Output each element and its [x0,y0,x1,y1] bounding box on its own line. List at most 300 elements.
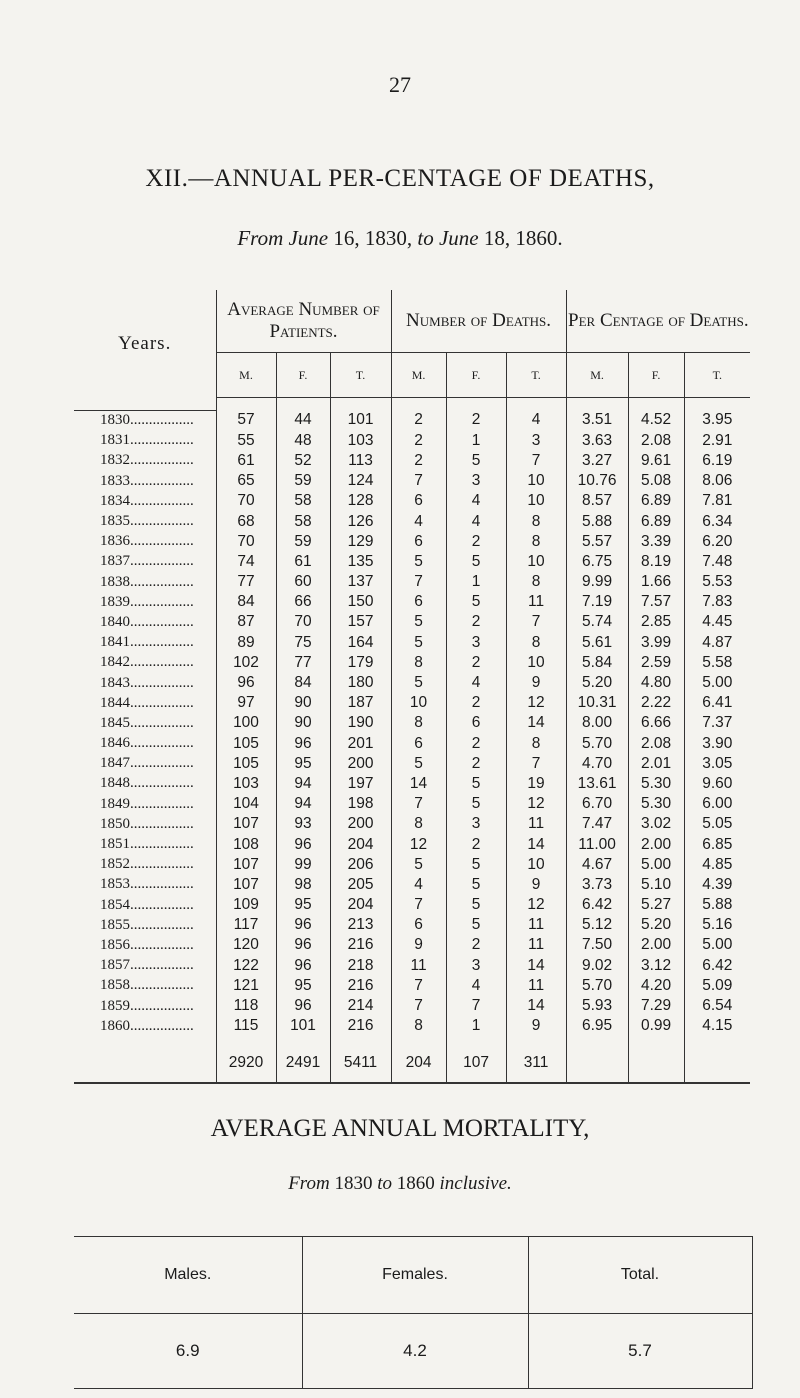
table-cell: 7 [391,471,446,491]
year-cell [74,774,216,794]
table-cell: 164 [330,633,391,653]
column-header: F. [628,353,684,398]
empty-cell [566,1044,628,1083]
year-label: 1835 [100,513,130,530]
year-cell [74,895,216,915]
table-cell: 61 [276,552,330,572]
males-header: Males. [74,1237,302,1314]
table-cell: 107 [216,814,276,834]
leader-dots: ................. [130,957,194,974]
table-cell: 11 [506,935,566,955]
table-cell: 124 [330,471,391,491]
table-cell: 84 [216,592,276,612]
table-cell: 2 [446,532,506,552]
table-cell: 3.12 [628,956,684,976]
column-header: M. [216,353,276,398]
table-cell: 5.30 [628,774,684,794]
table-cell: 10 [391,693,446,713]
leader-dots: ................. [130,997,194,1014]
table-cell: 8 [391,814,446,834]
mortality-start-year: 1830 [329,1173,378,1194]
deaths-table [74,290,750,1084]
table-cell: 5.27 [628,895,684,915]
subtitle-start-rest: 16, 1830, [328,226,418,250]
table-cell: 7 [391,976,446,996]
table-cell: 5.58 [684,653,750,673]
year-label: 1858 [100,977,130,994]
table-cell: 10 [506,552,566,572]
year-cell [74,814,216,834]
table-cell: 4 [446,673,506,693]
table-cell: 201 [330,734,391,754]
table-cell: 12 [506,895,566,915]
table-cell: 6.95 [566,1016,628,1036]
table-cell: 8 [506,633,566,653]
year-cell [74,834,216,854]
table-cell: 1 [446,1016,506,1036]
year-label: 1832 [100,452,130,469]
year-label: 1842 [100,654,130,671]
table-cell: 180 [330,673,391,693]
table-cell: 179 [330,653,391,673]
leader-dots: ................. [130,916,194,933]
total-cell: 107 [446,1044,506,1083]
year-cell [74,612,216,632]
leader-dots: ................. [130,472,194,489]
year-label: 1849 [100,795,130,812]
table-cell: 2 [391,451,446,471]
year-cell [74,410,216,431]
table-cell: 99 [276,855,330,875]
year-label: 1860 [100,1017,130,1034]
table-cell: 3.63 [566,431,628,451]
mortality-from: From [288,1173,330,1194]
table-cell: 6.19 [684,451,750,471]
year-cell [74,734,216,754]
table-cell: 10.31 [566,693,628,713]
table-cell: 87 [216,612,276,632]
table-cell: 10 [506,855,566,875]
table-cell: 5.61 [566,633,628,653]
table-cell: 4.87 [684,633,750,653]
table-cell: 7.19 [566,592,628,612]
table-cell: 10 [506,471,566,491]
table-cell: 96 [276,956,330,976]
table-cell: 3.99 [628,633,684,653]
column-header: T. [506,353,566,398]
year-label: 1855 [100,916,130,933]
table-cell: 216 [330,976,391,996]
leader-dots: ................. [130,936,194,953]
table-cell: 102 [216,653,276,673]
table-cell: 5 [446,895,506,915]
year-cell [74,653,216,673]
table-row [74,976,750,996]
table-cell: 55 [216,431,276,451]
leader-dots: ................. [130,412,194,429]
table-cell: 2.00 [628,935,684,955]
table-cell: 7 [391,996,446,1016]
year-label: 1839 [100,593,130,610]
year-label: 1847 [100,755,130,772]
table-cell: 11 [506,814,566,834]
table-cell: 7.83 [684,592,750,612]
table-cell: 9 [506,1016,566,1036]
table-cell: 8.19 [628,552,684,572]
table-cell: 5 [391,754,446,774]
year-cell [74,451,216,471]
table-row [74,491,750,511]
year-cell [74,956,216,976]
leader-dots: ................. [130,694,194,711]
table-cell: 6 [391,592,446,612]
table-row [74,814,750,834]
mortality-inclusive: inclusive. [439,1173,512,1194]
table-cell: 11 [506,976,566,996]
table-cell: 19 [506,774,566,794]
leader-dots: ................. [130,634,194,651]
table-cell: 11 [506,592,566,612]
table-cell: 94 [276,774,330,794]
year-cell [74,976,216,996]
column-header: M. [566,353,628,398]
table-row [74,612,750,632]
patients-group-header: Average Number of Patients. [216,290,391,353]
table-cell: 7 [506,451,566,471]
table-cell: 7.29 [628,996,684,1016]
table-cell: 1 [446,572,506,592]
leader-dots: ................. [130,674,194,691]
table-cell: 12 [506,693,566,713]
table-cell: 96 [216,673,276,693]
table-cell: 7.50 [566,935,628,955]
table-cell: 6.42 [566,895,628,915]
table-cell: 89 [216,633,276,653]
year-label: 1836 [100,533,130,550]
table-cell: 3.39 [628,532,684,552]
table-cell: 6.75 [566,552,628,572]
table-cell: 13.61 [566,774,628,794]
total-value: 5.7 [528,1314,752,1389]
table-cell: 2.08 [628,734,684,754]
table-cell: 98 [276,875,330,895]
leader-dots: ................. [130,654,194,671]
table-cell: 3.27 [566,451,628,471]
table-cell: 8 [506,734,566,754]
table-row [74,855,750,875]
table-cell: 107 [216,855,276,875]
table-cell: 3.90 [684,734,750,754]
year-label: 1851 [100,836,130,853]
table-cell: 200 [330,754,391,774]
leader-dots: ................. [130,714,194,731]
leader-dots: ................. [130,735,194,752]
table-cell: 5.70 [566,734,628,754]
table-cell: 117 [216,915,276,935]
table-cell: 5.08 [628,471,684,491]
table-cell: 2.59 [628,653,684,673]
table-cell: 6.20 [684,532,750,552]
table-cell: 95 [276,976,330,996]
table-cell: 9.99 [566,572,628,592]
table-cell: 115 [216,1016,276,1036]
table-cell: 2.01 [628,754,684,774]
table-cell: 7.47 [566,814,628,834]
table-cell: 5.57 [566,532,628,552]
table-cell: 96 [276,834,330,854]
table-cell: 8 [391,713,446,733]
table-cell: 4.15 [684,1016,750,1036]
table-cell: 118 [216,996,276,1016]
table-cell: 94 [276,794,330,814]
table-cell: 7 [446,996,506,1016]
table-cell: 5.53 [684,572,750,592]
table-cell: 9.61 [628,451,684,471]
table-cell: 10 [506,653,566,673]
table-row [74,673,750,693]
year-label: 1848 [100,775,130,792]
table-cell: 6.70 [566,794,628,814]
table-cell: 77 [216,572,276,592]
table-cell: 11.00 [566,834,628,854]
table-cell: 77 [276,653,330,673]
table-cell: 90 [276,693,330,713]
year-cell [74,572,216,592]
table-cell: 137 [330,572,391,592]
table-cell: 216 [330,935,391,955]
table-cell: 4 [506,410,566,431]
leader-dots: ................. [130,876,194,893]
table-cell: 14 [506,834,566,854]
table-cell: 4.39 [684,875,750,895]
table-cell: 5.84 [566,653,628,673]
table-cell: 6.42 [684,956,750,976]
table-cell: 2.00 [628,834,684,854]
table-cell: 70 [216,532,276,552]
table-cell: 190 [330,713,391,733]
table-cell: 1.66 [628,572,684,592]
empty-cell [628,1044,684,1083]
totals-row [74,1044,750,1083]
year-cell [74,794,216,814]
year-cell [74,754,216,774]
page-number: 27 [389,72,411,97]
table-subtitle [0,226,800,251]
year-cell [74,713,216,733]
table-cell: 5.88 [566,511,628,531]
table-cell: 12 [391,834,446,854]
table-cell: 101 [276,1016,330,1036]
table-cell: 5.20 [628,915,684,935]
table-cell: 44 [276,410,330,431]
column-header: T. [684,353,750,398]
table-row [74,915,750,935]
year-label: 1834 [100,492,130,509]
total-cell: 2491 [276,1044,330,1083]
table-row [74,935,750,955]
table-cell: 5.93 [566,996,628,1016]
table-cell: 7 [506,754,566,774]
table-cell: 7 [391,572,446,592]
table-cell: 4.85 [684,855,750,875]
table-cell: 6 [391,734,446,754]
table-cell: 2 [446,734,506,754]
year-cell [74,673,216,693]
table-cell: 5 [391,552,446,572]
leader-dots: ................. [130,452,194,469]
table-row [74,633,750,653]
table-cell: 5 [446,794,506,814]
table-cell: 103 [330,431,391,451]
table-cell: 84 [276,673,330,693]
table-cell: 198 [330,794,391,814]
table-cell: 5.12 [566,915,628,935]
table-cell: 2 [446,834,506,854]
table-cell: 129 [330,532,391,552]
table-cell: 3.73 [566,875,628,895]
table-cell: 5.88 [684,895,750,915]
table-cell: 97 [216,693,276,713]
table-cell: 59 [276,532,330,552]
year-label: 1859 [100,997,130,1014]
table-row [74,875,750,895]
table-cell: 2 [446,935,506,955]
year-cell [74,633,216,653]
table-cell: 4 [391,511,446,531]
table-cell: 5 [446,774,506,794]
year-cell [74,875,216,895]
table-cell: 8 [506,532,566,552]
table-cell: 7 [391,895,446,915]
table-row [74,754,750,774]
table-row [74,653,750,673]
table-cell: 2 [446,410,506,431]
deaths-group-header: Number of Deaths. [391,290,566,353]
table-cell: 5 [391,673,446,693]
table-row [74,996,750,1016]
table-row [74,572,750,592]
table-cell: 6.54 [684,996,750,1016]
year-label: 1838 [100,573,130,590]
table-cell: 5 [446,875,506,895]
table-cell: 6 [391,532,446,552]
table-row [74,713,750,733]
leader-dots: ................. [130,593,194,610]
year-cell [74,511,216,531]
table-cell: 5 [446,451,506,471]
mortality-end-year: 1860 [392,1173,440,1194]
table-row [74,693,750,713]
table-cell: 6.41 [684,693,750,713]
table-cell: 2 [391,410,446,431]
table-cell: 218 [330,956,391,976]
table-cell: 70 [276,612,330,632]
table-cell: 204 [330,895,391,915]
table-cell: 108 [216,834,276,854]
table-row [74,431,750,451]
table-cell: 105 [216,754,276,774]
table-cell: 4 [446,511,506,531]
table-cell: 4.20 [628,976,684,996]
table-cell: 6 [391,491,446,511]
year-label: 1853 [100,876,130,893]
table-cell: 5 [391,612,446,632]
table-cell: 100 [216,713,276,733]
table-cell: 7.37 [684,713,750,733]
table-row [74,471,750,491]
leader-dots: ................. [130,613,194,630]
table-cell: 14 [506,713,566,733]
table-cell: 93 [276,814,330,834]
year-cell [74,552,216,572]
year-cell [74,935,216,955]
table-cell: 7.48 [684,552,750,572]
year-cell [74,693,216,713]
year-label: 1857 [100,957,130,974]
table-cell: 205 [330,875,391,895]
table-cell: 8 [506,511,566,531]
year-label: 1841 [100,634,130,651]
year-cell [74,855,216,875]
table-cell: 8.06 [684,471,750,491]
table-cell: 8 [391,653,446,673]
year-cell [74,532,216,552]
table-cell: 9 [506,875,566,895]
table-cell: 5 [391,855,446,875]
table-cell: 60 [276,572,330,592]
table-cell: 5.09 [684,976,750,996]
table-cell: 216 [330,1016,391,1036]
subtitle-from: From [237,226,284,250]
table-cell: 4.52 [628,410,684,431]
table-cell: 5.00 [684,935,750,955]
empty-cell [684,1044,750,1083]
table-cell: 2 [446,653,506,673]
table-cell: 8 [391,1016,446,1036]
table-cell: 101 [330,410,391,431]
table-cell: 0.99 [628,1016,684,1036]
table-cell: 5 [446,552,506,572]
year-cell [74,996,216,1016]
table-cell: 2.08 [628,431,684,451]
table-cell: 200 [330,814,391,834]
leader-dots: ................. [130,432,194,449]
table-cell: 9 [391,935,446,955]
table-row [74,451,750,471]
table-cell: 6 [446,713,506,733]
table-cell: 3.02 [628,814,684,834]
table-cell: 5 [446,592,506,612]
table-cell: 5.00 [628,855,684,875]
table-cell: 103 [216,774,276,794]
table-cell: 2.91 [684,431,750,451]
year-label: 1846 [100,735,130,752]
table-cell: 8.57 [566,491,628,511]
table-cell: 66 [276,592,330,612]
table-cell: 105 [216,734,276,754]
table-cell: 75 [276,633,330,653]
table-cell: 8 [506,572,566,592]
year-cell [74,1016,216,1036]
table-cell: 113 [330,451,391,471]
column-header: T. [330,353,391,398]
table-cell: 74 [216,552,276,572]
total-cell: 5411 [330,1044,391,1083]
table-cell: 96 [276,734,330,754]
leader-dots: ................. [130,836,194,853]
table-cell: 7 [506,612,566,632]
table-cell: 4.80 [628,673,684,693]
